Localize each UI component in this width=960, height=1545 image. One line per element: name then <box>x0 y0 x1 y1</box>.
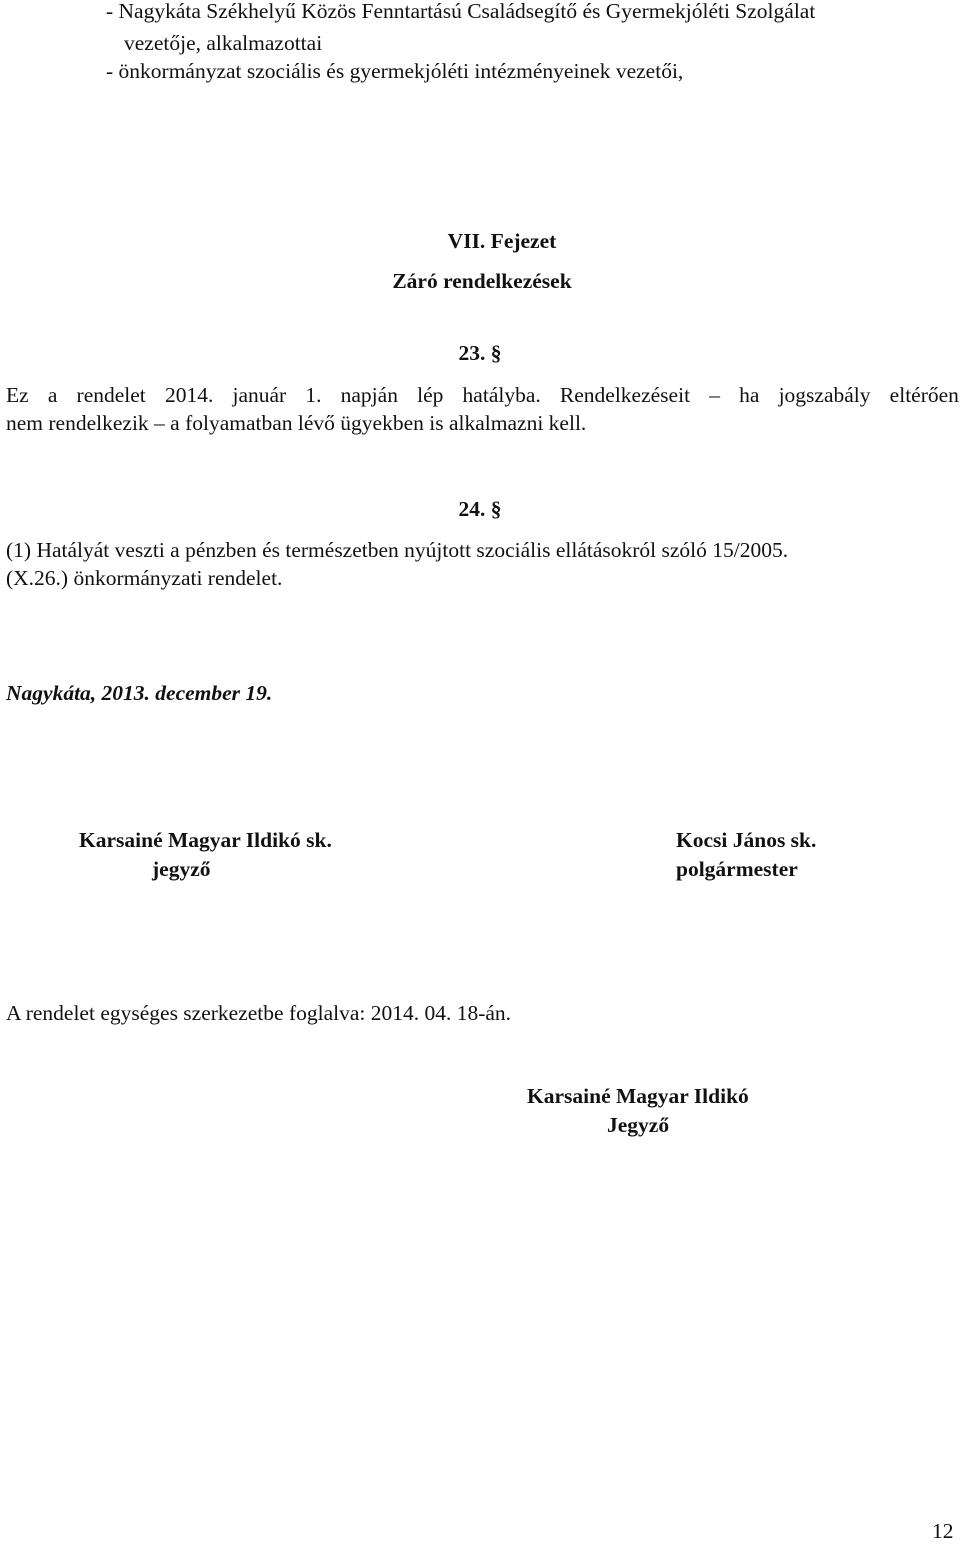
section-24-paragraph-line-2: (X.26.) önkormányzati rendelet. <box>6 566 283 590</box>
section-23-word: napján <box>340 383 398 407</box>
signature-left-role: jegyző <box>152 857 211 881</box>
section-23-word: január <box>232 383 287 407</box>
section-23-word: Rendelkezéseit <box>559 383 691 407</box>
signature-right-role: polgármester <box>676 857 798 881</box>
list-item-1-line-1: - Nagykáta Székhelyű Közös Fenntartású Családsegítő és Gyermekjóléti Szolgálat <box>106 0 816 23</box>
list-item-1-line-2: vezetője, alkalmazottai <box>124 31 323 55</box>
chapter-title: Záró rendelkezések <box>392 269 572 293</box>
section-23-word: lép <box>417 383 444 407</box>
section-24-heading: 24. § <box>458 497 502 521</box>
place-date: Nagykáta, 2013. december 19. <box>6 681 273 705</box>
section-23-paragraph-line-1 <box>6 382 959 409</box>
section-23-word: rendelet <box>76 383 146 407</box>
section-23-word: a <box>47 383 58 407</box>
section-23-word: Ez <box>6 383 29 407</box>
consolidation-note: A rendelet egységes szerkezetbe foglalva: 2014. 04. 18-án. <box>6 1001 512 1025</box>
section-23-word: hatályba. <box>462 383 541 407</box>
signature-left-name: Karsainé Magyar Ildikó sk. <box>79 828 332 852</box>
section-23-paragraph-line-2: nem rendelkezik – a folyamatban lévő ügyekben is alkalmazni kell. <box>6 411 587 435</box>
consolidation-signer-name: Karsainé Magyar Ildikó <box>527 1084 749 1108</box>
section-23-word: 1. <box>305 383 322 407</box>
section-23-heading: 23. § <box>458 341 502 365</box>
section-23-word: eltérően <box>889 383 959 407</box>
section-23-word: – <box>709 383 720 407</box>
section-23-word: ha <box>739 383 760 407</box>
list-item-2: - önkormányzat szociális és gyermekjóléti intézményeinek vezetői, <box>106 59 684 83</box>
consolidation-signer-role: Jegyző <box>607 1113 670 1137</box>
section-23-word: jogszabály <box>778 383 871 407</box>
chapter-number: VII. Fejezet <box>447 229 557 253</box>
section-23-word: 2014. <box>164 383 214 407</box>
signature-right-name: Kocsi János sk. <box>676 828 817 852</box>
page-number: 12 <box>932 1519 954 1543</box>
section-24-paragraph-line-1: (1) Hatályát veszti a pénzben és természetben nyújtott szociális ellátásokról szóló 15/2005. <box>6 538 789 562</box>
